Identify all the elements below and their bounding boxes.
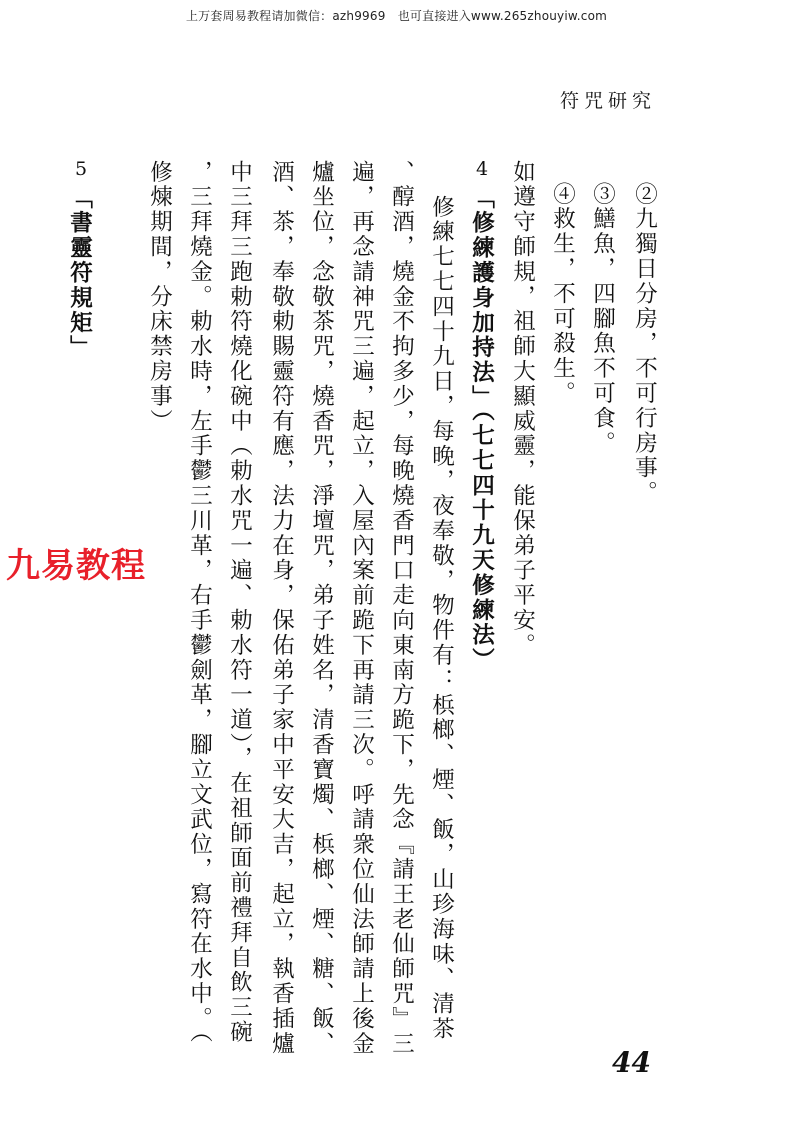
text-column-12: ，三拜燒金。勅水時，左手鬱三川革，右手鬱劍革，腳立文武位，寫符在水中。（ <box>186 160 213 1046</box>
text-column-11: 中三拜三跑勅符燒化碗中（勅水咒一遍、勅水符一道），在祖師面前禮拜自飲三碗 <box>226 160 253 1046</box>
text-column-8: 遍，再念請神咒三遍，起立，入屋內案前跪下再請三次。呼請衆位仙法師請上後金 <box>348 160 375 1057</box>
text-column-13: 修煉期間，分床禁房事） <box>146 160 173 434</box>
running-head: 符咒研究 <box>560 90 657 112</box>
text-column-2: ③鱔魚，四腳魚不可食。 <box>589 182 616 456</box>
section-heading-5: 「書靈符規矩」 <box>66 186 93 361</box>
page-number: 44 <box>612 1046 651 1079</box>
section-number-5: 5 <box>75 158 88 180</box>
text-column-1: ②九獨日分房，不可行房事。 <box>631 182 658 506</box>
text-column-6: 修練七七四十九日，每晚，夜奉敬，物件有：梹榔、煙、飯，山珍海味、清茶 <box>428 195 455 1042</box>
text-column-4: 如遵守師規，祖師大顯威靈，能保弟子平安。 <box>509 160 536 658</box>
top-banner: 上万套周易教程请加微信：azh9969 也可直接进入www.265zhouyiw.com <box>185 9 608 23</box>
text-column-7: 、醇酒，燒金不拘多少，每晚燒香門口走向東南方跪下，先念『請王老仙師咒』三 <box>388 160 415 1057</box>
watermark-logo: 九易教程 <box>6 546 146 586</box>
text-column-9: 爐坐位，念敬茶咒，燒香咒，淨壇咒，弟子姓名，清香寶燭、梹榔、煙、糖、飯、 <box>308 160 335 1057</box>
text-column-3: ④救生，不可殺生。 <box>549 182 576 407</box>
section-number-4: 4 <box>476 158 489 180</box>
text-column-10: 酒、茶，奉敬勅賜靈符有應，法力在身，保佑弟子家中平安大吉，起立，執香插爐 <box>268 160 295 1057</box>
section-heading-4: 「修練護身加持法」（七七四十九天修練法） <box>468 186 495 673</box>
